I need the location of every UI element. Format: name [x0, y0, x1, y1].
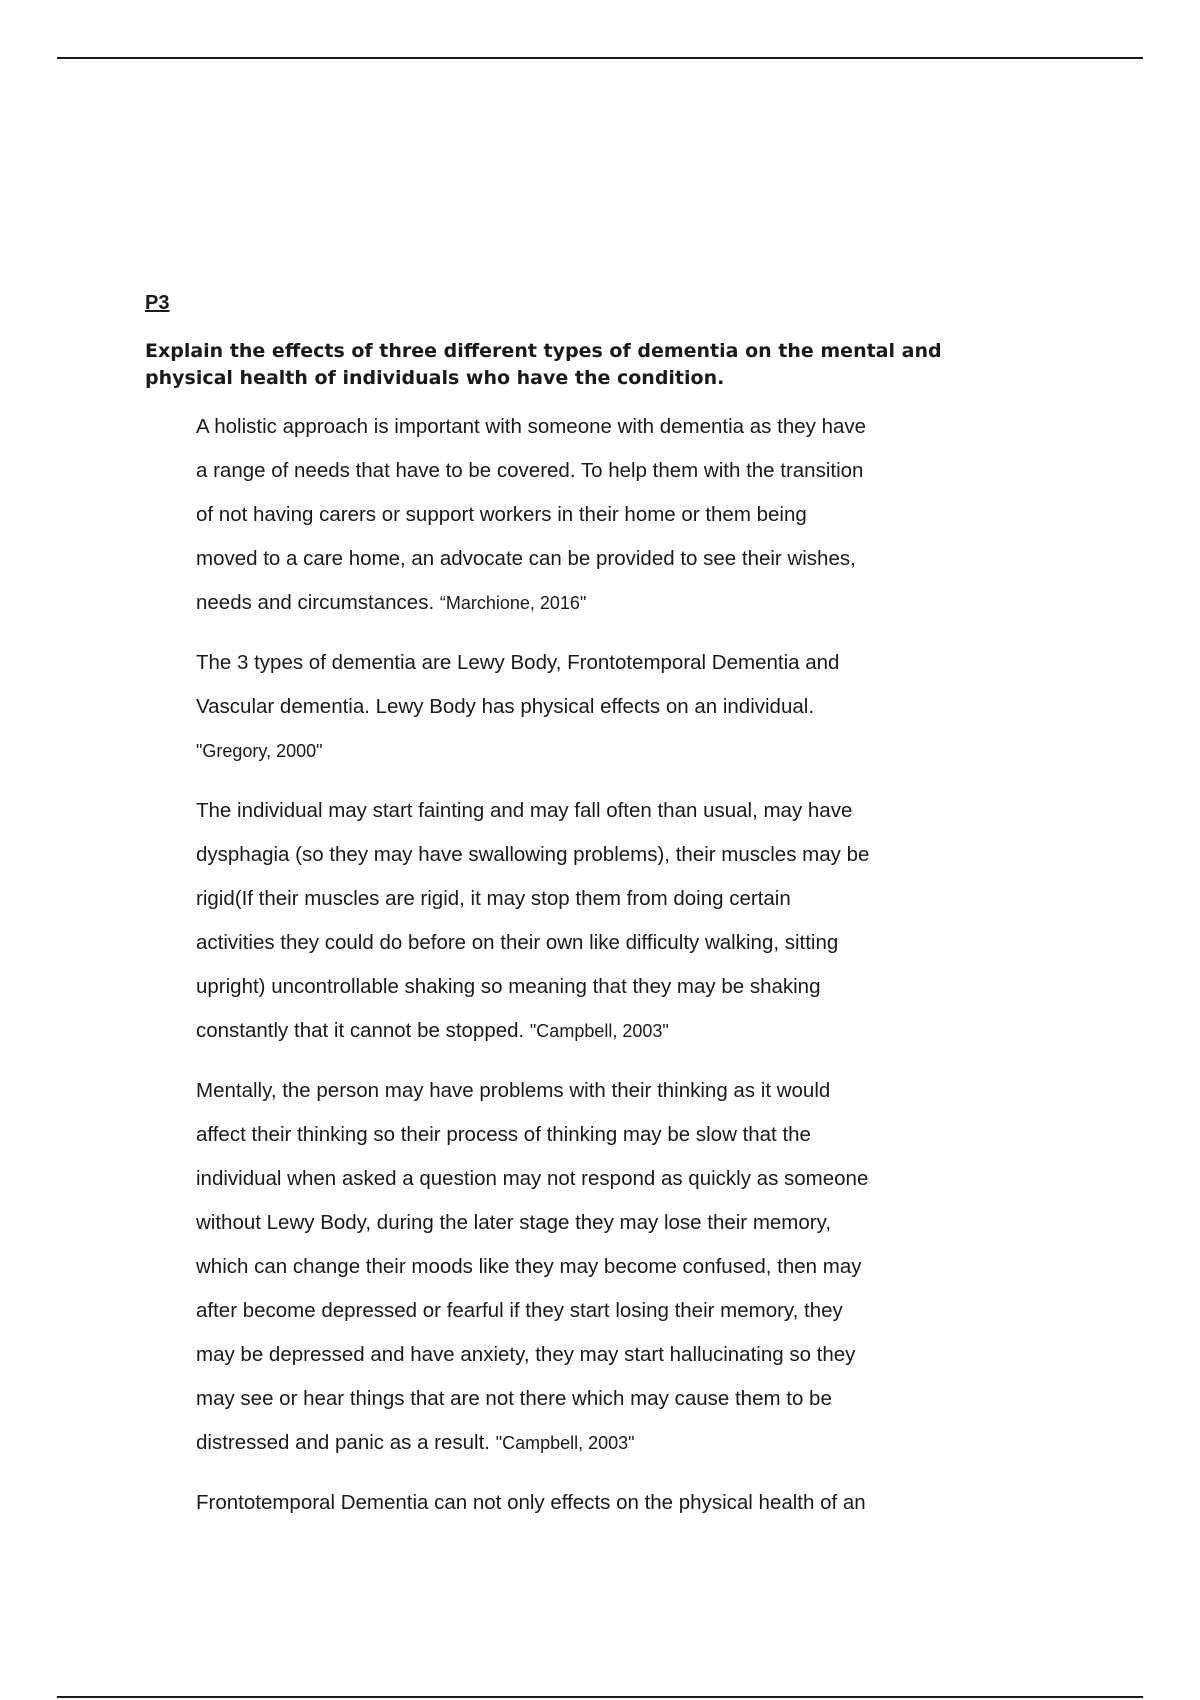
- citation: "Gregory, 2000": [196, 741, 323, 761]
- paragraph-text: Mentally, the person may have problems with their thinking as it would affect their thinking so their process of thinking may be slow that the individual when asked a question may not respond as quickly as someone without Lewy Body, during the later stage they may lose their memory, which can change their moods like they may become confused, then may after become depressed or fearful if they start losing their memory, they may be depressed and have anxiety, they may start hallucinating so they may see or hear things that are not there which may cause them to be distressed and panic as a result.: [196, 1079, 869, 1454]
- paragraph-text: The 3 types of dementia are Lewy Body, Frontotemporal Dementia and Vascular dementia. Lewy Body has physical effects on an individual.: [196, 651, 840, 718]
- paragraph-frontotemporal: [196, 1481, 996, 1525]
- footer-rule: [57, 1696, 1143, 1698]
- question-heading: Explain the effects of three different types of dementia on the mental and physical health of individuals who have the condition.: [145, 340, 942, 389]
- header-rule: [57, 57, 1143, 59]
- body-text: [196, 405, 996, 1541]
- paragraph-text: A holistic approach is important with someone with dementia as they have a range of needs that have to be covered. To help them with the transition of not having carers or support workers in their home or them being moved to a care home, an advocate can be provided to see their wishes, needs and circumstances.: [196, 415, 867, 614]
- paragraph-text: The individual may start fainting and may fall often than usual, may have dysphagia (so they may have swallowing problems), their muscles may be rigid(If their muscles are rigid, it may stop them from doing certain activities they could do before on their own like difficulty walking, sitting upright) uncontrollable shaking so meaning that they may be shaking constantly that it cannot be stopped.: [196, 799, 870, 1042]
- paragraph-lewy-body-physical: [196, 789, 996, 1053]
- paragraph-dementia-types: [196, 641, 996, 773]
- citation: “Marchione, 2016": [439, 593, 587, 613]
- paragraph-text: Frontotemporal Dementia can not only effects on the physical health of an: [196, 1491, 866, 1514]
- citation: "Campbell, 2003": [495, 1433, 635, 1453]
- paragraph-lewy-body-mental: [196, 1069, 996, 1465]
- paragraph-holistic-approach: [196, 405, 996, 625]
- section-label: P3: [145, 292, 170, 314]
- citation: "Campbell, 2003": [529, 1021, 669, 1041]
